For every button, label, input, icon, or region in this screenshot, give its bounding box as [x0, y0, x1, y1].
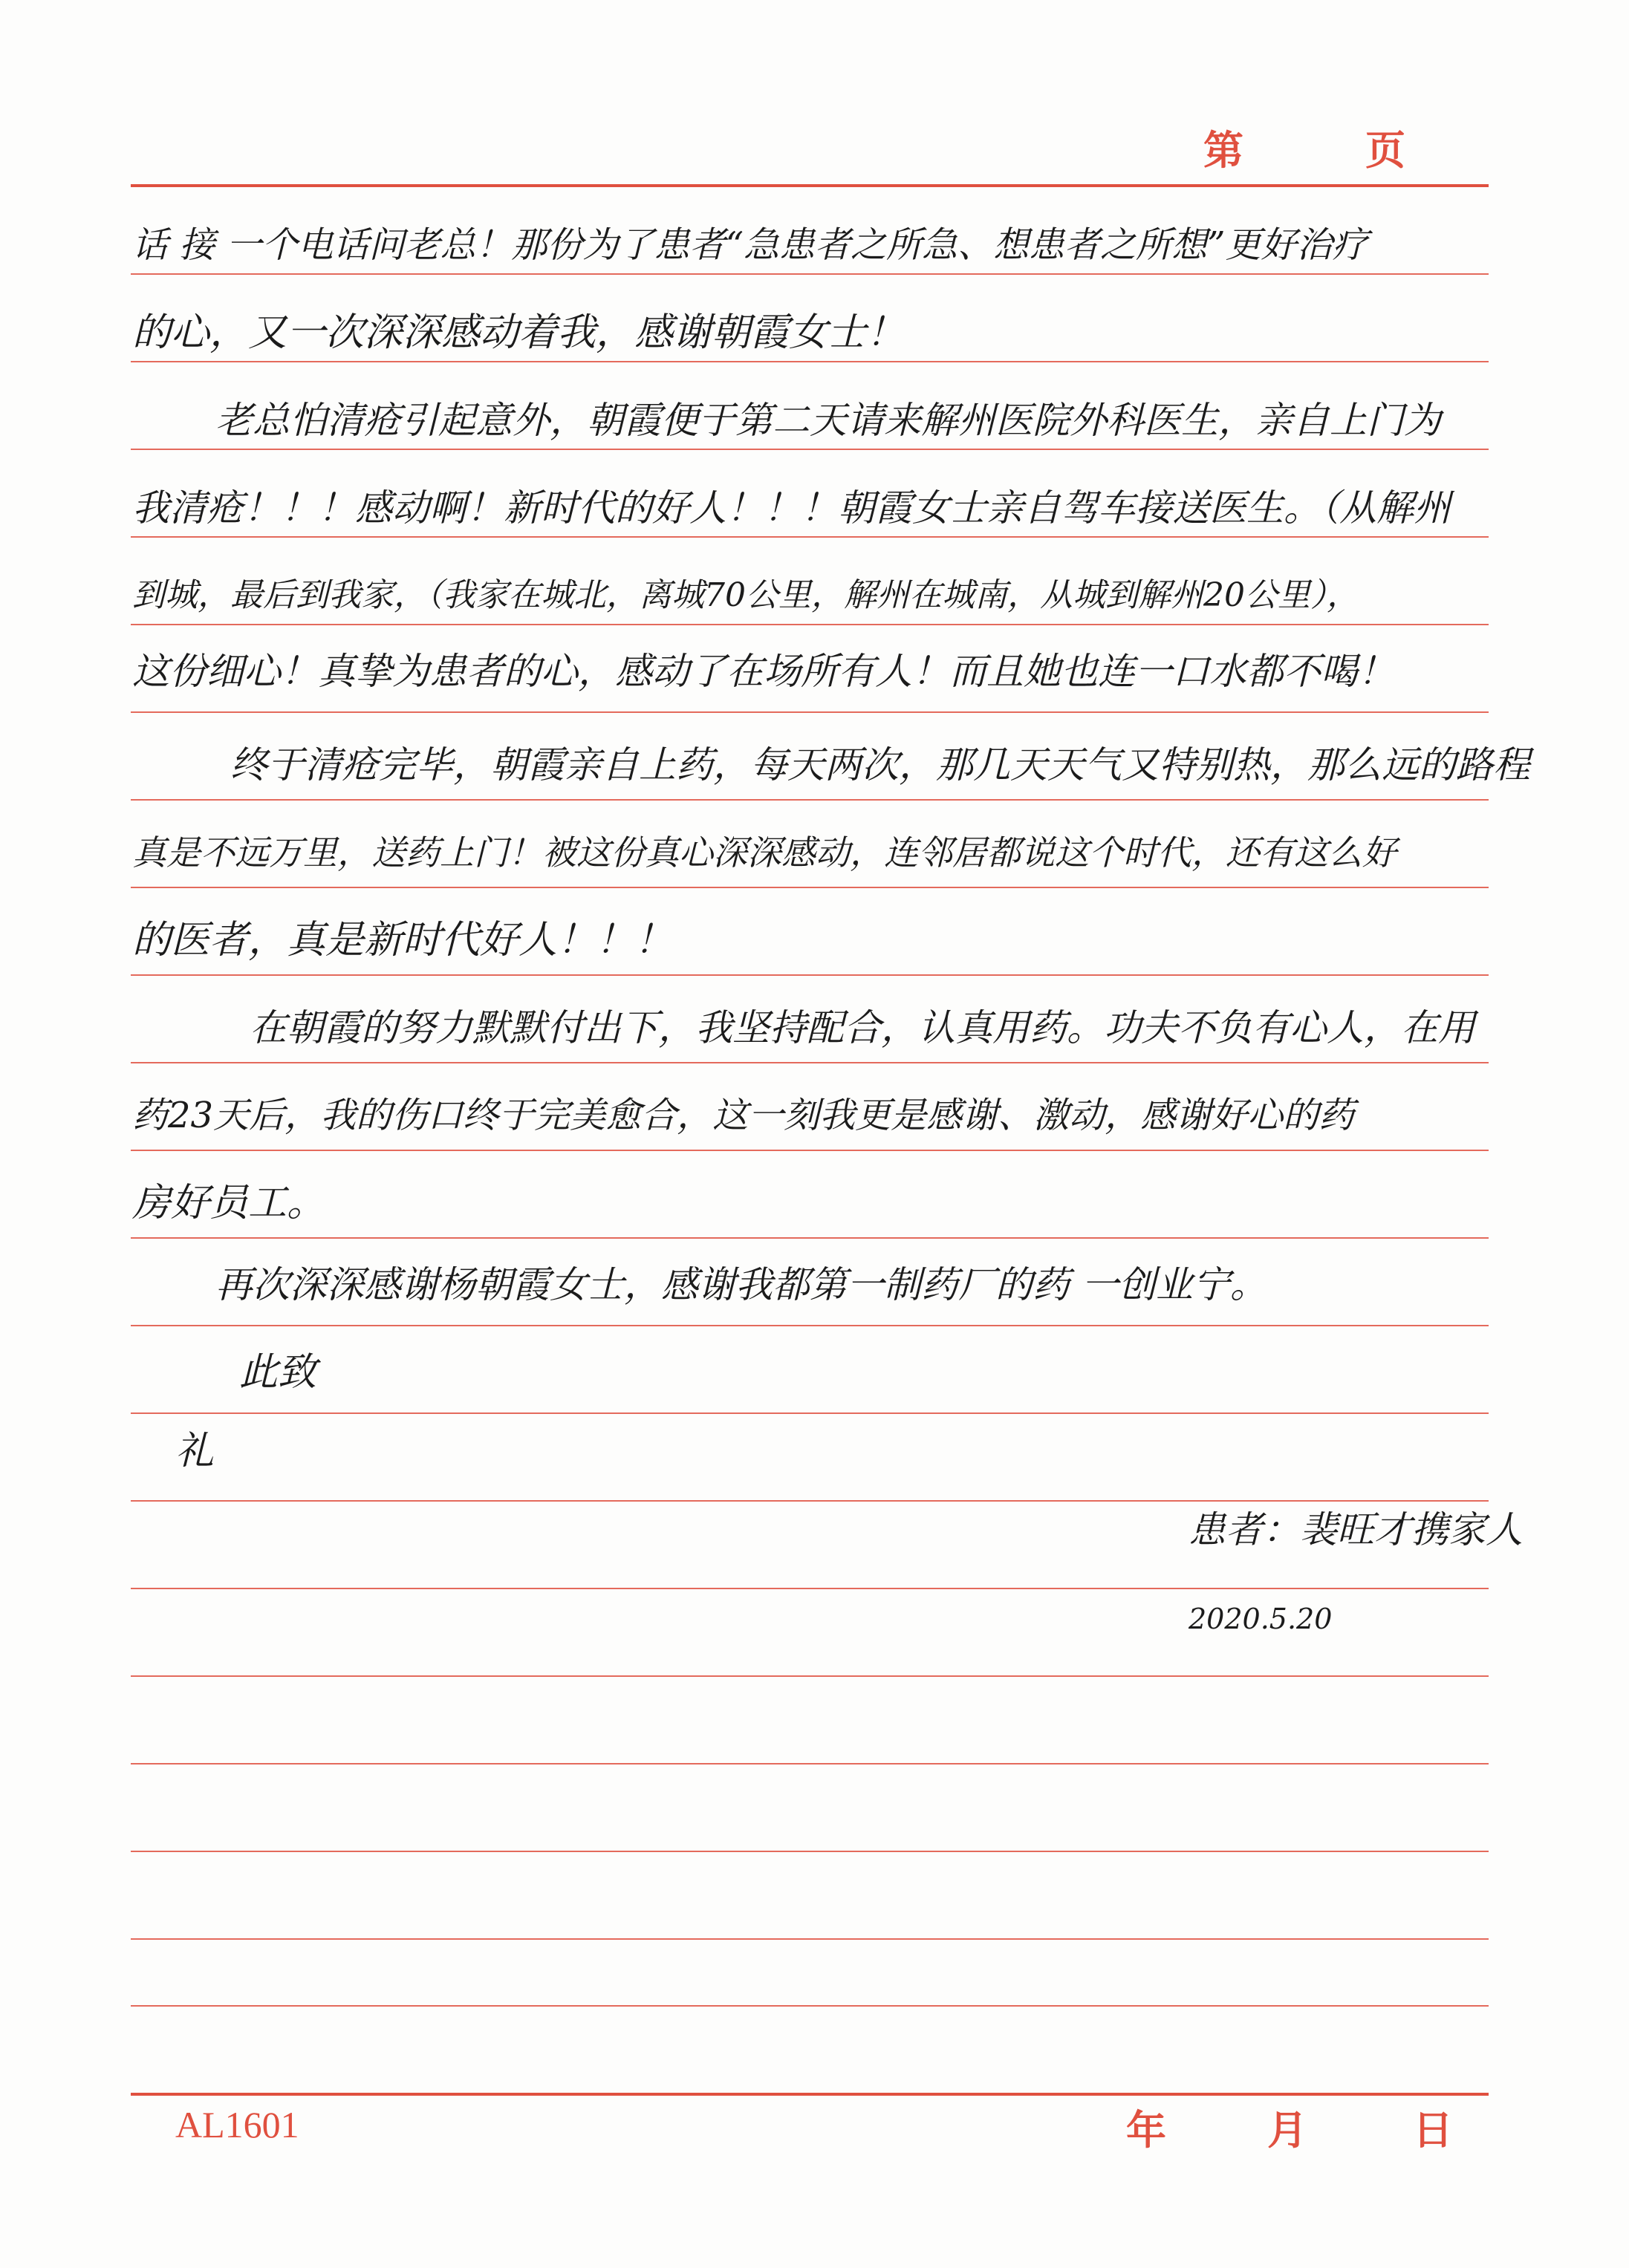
ruled-line — [131, 1062, 1489, 1063]
ruled-line — [131, 887, 1489, 888]
ruled-line — [131, 1150, 1489, 1151]
top-rule — [131, 184, 1489, 187]
ruled-line — [131, 799, 1489, 801]
ruled-line — [131, 536, 1489, 538]
letter-line: 药23天后，我的伤口终于完美愈合，这一刻我更是感谢、激动，感谢好心的药 — [132, 1095, 1355, 1136]
letter-line: 的心，又一次深深感动着我，感谢朝霞女士！ — [132, 310, 905, 355]
letter-line: 再次深深感谢杨朝霞女士，感谢我都第一制药厂的药 一创业宁。 — [215, 1263, 1267, 1306]
ruled-line — [131, 711, 1489, 713]
letter-line: 的医者，真是新时代好人！！！ — [132, 918, 674, 962]
ruled-line — [131, 1588, 1489, 1589]
letter-date: 2020.5.20 — [1189, 1603, 1333, 1635]
letter-line: 房好员工。 — [132, 1181, 326, 1225]
ruled-line — [131, 624, 1489, 625]
letter-line: 话 接 一个电话问老总！那份为了患者“急患者之所急、想患者之所想”更好治疗 — [132, 224, 1368, 266]
ruled-line — [131, 1763, 1489, 1764]
letter-line: 在朝霞的努力默默付出下，我坚持配合，认真用药。功夫不负有心人，在用 — [250, 1006, 1475, 1049]
letter-line: 老总怕清疮引起意外，朝霞便于第二天请来解州医院外科医生，亲自上门为 — [215, 399, 1441, 442]
letter-line: 这份细心！真挚为患者的心，感动了在场所有人！而且她也连一口水都不喝！ — [132, 650, 1395, 693]
ruled-line — [131, 974, 1489, 976]
page-label-ye: 页 — [1365, 126, 1407, 174]
letter-line: 到城，最后到我家，（我家在城北，离城70公里，解州在城南，从城到解州20公里）， — [132, 576, 1359, 614]
month-label: 月 — [1267, 2106, 1307, 2154]
bottom-rule — [131, 2093, 1489, 2096]
letter-closing: 此致 — [239, 1350, 317, 1395]
ruled-line — [131, 1412, 1489, 1414]
letter-signature: 患者：裴旺才携家人 — [1189, 1508, 1523, 1551]
ruled-line — [131, 273, 1489, 275]
ruled-line — [131, 1237, 1489, 1239]
day-label: 日 — [1413, 2106, 1453, 2154]
letter-line: 我清疮！！！感动啊！新时代的好人！！！朝霞女士亲自驾车接送医生。（从解州 — [132, 486, 1451, 529]
ruled-line — [131, 449, 1489, 450]
ruled-line — [131, 1851, 1489, 1852]
ruled-line — [131, 2005, 1489, 2007]
ruled-line — [131, 1500, 1489, 1502]
ruled-line — [131, 361, 1489, 362]
letter-salutation: 礼 — [175, 1429, 215, 1473]
letter-line: 真是不远万里，送药上门！被这份真心深深感动，连邻居都说这个时代，还有这么好 — [132, 832, 1396, 873]
year-label: 年 — [1126, 2106, 1166, 2154]
ruled-line — [131, 1675, 1489, 1677]
ruled-line — [131, 1325, 1489, 1326]
letter-line: 终于清疮完毕，朝霞亲自上药，每天两次，那几天天气又特别热，那么远的路程 — [230, 743, 1530, 786]
page-label-di: 第 — [1203, 126, 1245, 174]
ruled-line — [131, 1938, 1489, 1940]
paper-code: AL1601 — [175, 2104, 299, 2145]
